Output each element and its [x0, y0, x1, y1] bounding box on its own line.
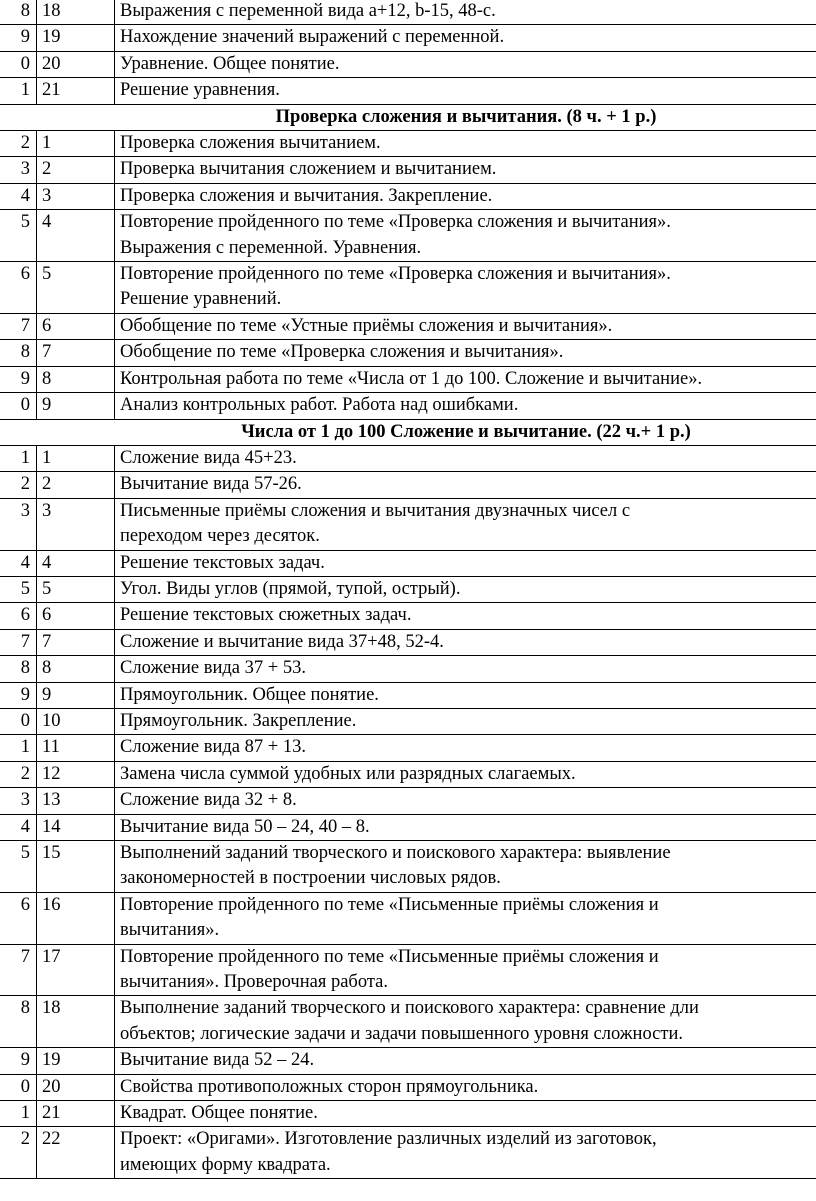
lesson-topic-line: закономерностей в построении числовых рядов. [120, 868, 501, 889]
lesson-topic-line: Сложение и вычитание вида 37+48, 52-4. [120, 631, 444, 652]
table-row [0, 51, 816, 77]
lesson-topic-line: Замена числа суммой удобных или разрядных слагаемых. [120, 763, 576, 784]
overall-lesson-number: 8 [0, 0, 37, 25]
overall-lesson-number: 3 [0, 788, 37, 814]
lesson-topic [115, 131, 816, 157]
lesson-topic-line: Обобщение по теме «Проверка сложения и вычитания». [120, 342, 564, 363]
section-header-row [0, 419, 816, 445]
overall-lesson-number: 5 [0, 210, 37, 262]
overall-lesson-number: 7 [0, 313, 37, 339]
lesson-topic [115, 262, 816, 314]
table-row [0, 340, 816, 366]
lesson-topic-line: Угол. Виды углов (прямой, тупой, острый). [120, 578, 461, 599]
topic-lesson-number: 19 [37, 1048, 115, 1074]
lesson-topic [115, 629, 816, 655]
lesson-topic-line: вычитания». [120, 920, 220, 941]
table-row [0, 78, 816, 104]
overall-lesson-number: 2 [0, 131, 37, 157]
topic-lesson-number: 4 [37, 210, 115, 262]
lesson-topic [115, 682, 816, 708]
table-row [0, 996, 816, 1048]
table-row [0, 841, 816, 893]
overall-lesson-number: 4 [0, 550, 37, 576]
lesson-topic [115, 51, 816, 77]
lesson-topic [115, 1101, 816, 1127]
lesson-topic [115, 366, 816, 392]
section-header-row [0, 104, 816, 130]
overall-lesson-number: 5 [0, 576, 37, 602]
overall-lesson-number: 2 [0, 761, 37, 787]
topic-lesson-number: 7 [37, 340, 115, 366]
lesson-topic [115, 183, 816, 209]
lesson-topic-line: Проект: «Оригами». Изготовление различных изделий из заготовок, [120, 1129, 657, 1150]
topic-lesson-number: 1 [37, 131, 115, 157]
overall-lesson-number: 9 [0, 1048, 37, 1074]
lesson-topic [115, 1074, 816, 1100]
topic-lesson-number: 2 [37, 157, 115, 183]
lesson-topic [115, 708, 816, 734]
table-row [0, 498, 816, 550]
topic-lesson-number: 11 [37, 735, 115, 761]
overall-lesson-number: 9 [0, 366, 37, 392]
table-row [0, 472, 816, 498]
lesson-topic [115, 340, 816, 366]
topic-lesson-number: 17 [37, 944, 115, 996]
table-row [0, 262, 816, 314]
overall-lesson-number: 0 [0, 393, 37, 419]
table-row [0, 210, 816, 262]
topic-lesson-number: 6 [37, 313, 115, 339]
overall-lesson-number: 2 [0, 1127, 37, 1179]
lesson-topic-line: Повторение пройденного по теме «Проверка сложения и вычитания». [120, 264, 671, 285]
table-row [0, 445, 816, 471]
lesson-topic [115, 735, 816, 761]
lesson-topic [115, 761, 816, 787]
overall-lesson-number: 5 [0, 841, 37, 893]
lesson-topic-line: Выполнение заданий творческого и поискового характера: сравнение дли [120, 998, 699, 1019]
topic-lesson-number: 1 [37, 445, 115, 471]
lesson-topic-line: Нахождение значений выражений с переменной. [120, 27, 505, 48]
overall-lesson-number: 1 [0, 735, 37, 761]
topic-lesson-number: 5 [37, 576, 115, 602]
topic-lesson-number: 3 [37, 498, 115, 550]
topic-lesson-number: 9 [37, 393, 115, 419]
lesson-topic-line: объектов; логические задачи и задачи повышенного уровня сложности. [120, 1023, 683, 1044]
lesson-topic-line: Решение текстовых сюжетных задач. [120, 605, 412, 626]
table-row [0, 944, 816, 996]
lesson-topic [115, 393, 816, 419]
lesson-topic-line: Вычитание вида 50 – 24, 40 – 8. [120, 816, 370, 837]
lesson-topic-line: Решение уравнений. [120, 289, 282, 310]
table-row [0, 603, 816, 629]
topic-lesson-number: 5 [37, 262, 115, 314]
lesson-topic [115, 157, 816, 183]
lesson-topic [115, 472, 816, 498]
overall-lesson-number: 3 [0, 498, 37, 550]
table-row [0, 25, 816, 51]
topic-lesson-number: 20 [37, 1074, 115, 1100]
lesson-topic-line: Обобщение по теме «Устные приёмы сложения и вычитания». [120, 315, 613, 336]
lesson-topic-line: Выражения с переменной вида а+12, b-15, 48-с. [120, 1, 496, 21]
lesson-topic [115, 78, 816, 104]
lesson-topic-line: Сложение вида 87 + 13. [120, 737, 306, 758]
lesson-topic-line: Вычитание вида 52 – 24. [120, 1050, 315, 1071]
topic-lesson-number: 14 [37, 814, 115, 840]
overall-lesson-number: 9 [0, 682, 37, 708]
table-row [0, 131, 816, 157]
topic-lesson-number: 18 [37, 0, 115, 25]
overall-lesson-number: 8 [0, 340, 37, 366]
lesson-topic-line: Решение уравнения. [120, 80, 280, 101]
lesson-topic [115, 788, 816, 814]
topic-lesson-number: 8 [37, 656, 115, 682]
lesson-topic-line: Вычитание вида 57-26. [120, 474, 302, 495]
lesson-topic-line: Повторение пройденного по теме «Проверка сложения и вычитания». [120, 212, 671, 233]
topic-lesson-number: 19 [37, 25, 115, 51]
lesson-topic [115, 210, 816, 262]
lesson-topic [115, 814, 816, 840]
lesson-topic [115, 1048, 816, 1074]
table-row [0, 656, 816, 682]
lesson-topic [115, 656, 816, 682]
lesson-topic-line: Сложение вида 32 + 8. [120, 790, 297, 811]
topic-lesson-number: 9 [37, 682, 115, 708]
topic-lesson-number: 12 [37, 761, 115, 787]
topic-lesson-number: 7 [37, 629, 115, 655]
topic-lesson-number: 3 [37, 183, 115, 209]
topic-lesson-number: 6 [37, 603, 115, 629]
lesson-topic [115, 498, 816, 550]
topic-lesson-number: 20 [37, 51, 115, 77]
lesson-topic [115, 944, 816, 996]
lesson-topic-line: Контрольная работа по теме «Числа от 1 до 100. Сложение и вычитание». [120, 368, 703, 389]
overall-lesson-number: 1 [0, 445, 37, 471]
table-row [0, 788, 816, 814]
lesson-topic-line: Свойства противоположных сторон прямоугольника. [120, 1076, 539, 1097]
lesson-topic-line: вычитания». Проверочная работа. [120, 972, 388, 993]
table-row [0, 761, 816, 787]
table-row [0, 708, 816, 734]
table-row [0, 1127, 816, 1179]
lesson-topic-line: Сложение вида 45+23. [120, 447, 297, 468]
lesson-topic-line: Уравнение. Общее понятие. [120, 53, 340, 74]
overall-lesson-number: 8 [0, 656, 37, 682]
lesson-topic-line: Повторение пройденного по теме «Письменные приёмы сложения и [120, 894, 659, 915]
table-row [0, 682, 816, 708]
topic-lesson-number: 8 [37, 366, 115, 392]
topic-lesson-number: 4 [37, 550, 115, 576]
lesson-topic [115, 996, 816, 1048]
table-row [0, 393, 816, 419]
overall-lesson-number: 0 [0, 708, 37, 734]
lesson-topic [115, 0, 816, 25]
overall-lesson-number: 3 [0, 157, 37, 183]
topic-lesson-number: 18 [37, 996, 115, 1048]
table-row [0, 183, 816, 209]
overall-lesson-number: 4 [0, 183, 37, 209]
table-row [0, 892, 816, 944]
table-row [0, 0, 816, 25]
overall-lesson-number: 0 [0, 51, 37, 77]
lesson-topic [115, 603, 816, 629]
table-row [0, 1074, 816, 1100]
lesson-topic-line: Проверка сложения и вычитания. Закрепление. [120, 185, 493, 206]
lesson-topic-line: Повторение пройденного по теме «Письменные приёмы сложения и [120, 946, 659, 967]
topic-lesson-number: 21 [37, 78, 115, 104]
lesson-topic [115, 550, 816, 576]
topic-lesson-number: 15 [37, 841, 115, 893]
lesson-topic-line: Выражения с переменной. Уравнения. [120, 237, 422, 258]
lesson-topic-line: Прямоугольник. Общее понятие. [120, 684, 379, 705]
topic-lesson-number: 2 [37, 472, 115, 498]
lesson-topic-line: Сложение вида 37 + 53. [120, 658, 306, 679]
lesson-topic [115, 445, 816, 471]
overall-lesson-number: 7 [0, 629, 37, 655]
overall-lesson-number: 7 [0, 944, 37, 996]
lesson-topic-line: Выполнений заданий творческого и поискового характера: выявление [120, 843, 671, 863]
lesson-topic-line: Проверка сложения вычитанием. [120, 133, 381, 154]
table-row [0, 576, 816, 602]
overall-lesson-number: 2 [0, 472, 37, 498]
topic-lesson-number: 21 [37, 1101, 115, 1127]
table-row [0, 629, 816, 655]
table-row [0, 1101, 816, 1127]
topic-lesson-number: 16 [37, 892, 115, 944]
lesson-topic-line: Прямоугольник. Закрепление. [120, 710, 357, 731]
lesson-topic [115, 841, 816, 893]
overall-lesson-number: 8 [0, 996, 37, 1048]
table-row [0, 1048, 816, 1074]
overall-lesson-number: 0 [0, 1074, 37, 1100]
lesson-topic [115, 576, 816, 602]
lesson-topic [115, 1127, 816, 1179]
table-row [0, 550, 816, 576]
lesson-topic-line: Письменные приёмы сложения и вычитания двузначных чисел с [120, 500, 631, 521]
lesson-topic-line: Анализ контрольных работ. Работа над ошибками. [120, 395, 519, 416]
lesson-topic-line: переходом через десяток. [120, 526, 320, 547]
overall-lesson-number: 6 [0, 262, 37, 314]
overall-lesson-number: 1 [0, 78, 37, 104]
lesson-topic [115, 892, 816, 944]
table-row [0, 735, 816, 761]
topic-lesson-number: 22 [37, 1127, 115, 1179]
table-row [0, 814, 816, 840]
overall-lesson-number: 1 [0, 1101, 37, 1127]
overall-lesson-number: 6 [0, 892, 37, 944]
topic-lesson-number: 10 [37, 708, 115, 734]
overall-lesson-number: 9 [0, 25, 37, 51]
section-title: Числа от 1 до 100 Сложение и вычитание. (22 ч.+ 1 р.) [0, 419, 816, 445]
lesson-topic-line: имеющих форму квадрата. [120, 1154, 331, 1175]
table-row [0, 157, 816, 183]
overall-lesson-number: 4 [0, 814, 37, 840]
lesson-topic-line: Решение текстовых задач. [120, 552, 325, 573]
table-row [0, 366, 816, 392]
table-row [0, 313, 816, 339]
overall-lesson-number: 6 [0, 603, 37, 629]
topic-lesson-number: 13 [37, 788, 115, 814]
section-title: Проверка сложения и вычитания. (8 ч. + 1 р.) [0, 104, 816, 130]
lesson-topic [115, 25, 816, 51]
lesson-topic-line: Проверка вычитания сложением и вычитанием. [120, 159, 497, 180]
lesson-topic-line: Квадрат. Общее понятие. [120, 1103, 318, 1124]
lesson-topic [115, 313, 816, 339]
